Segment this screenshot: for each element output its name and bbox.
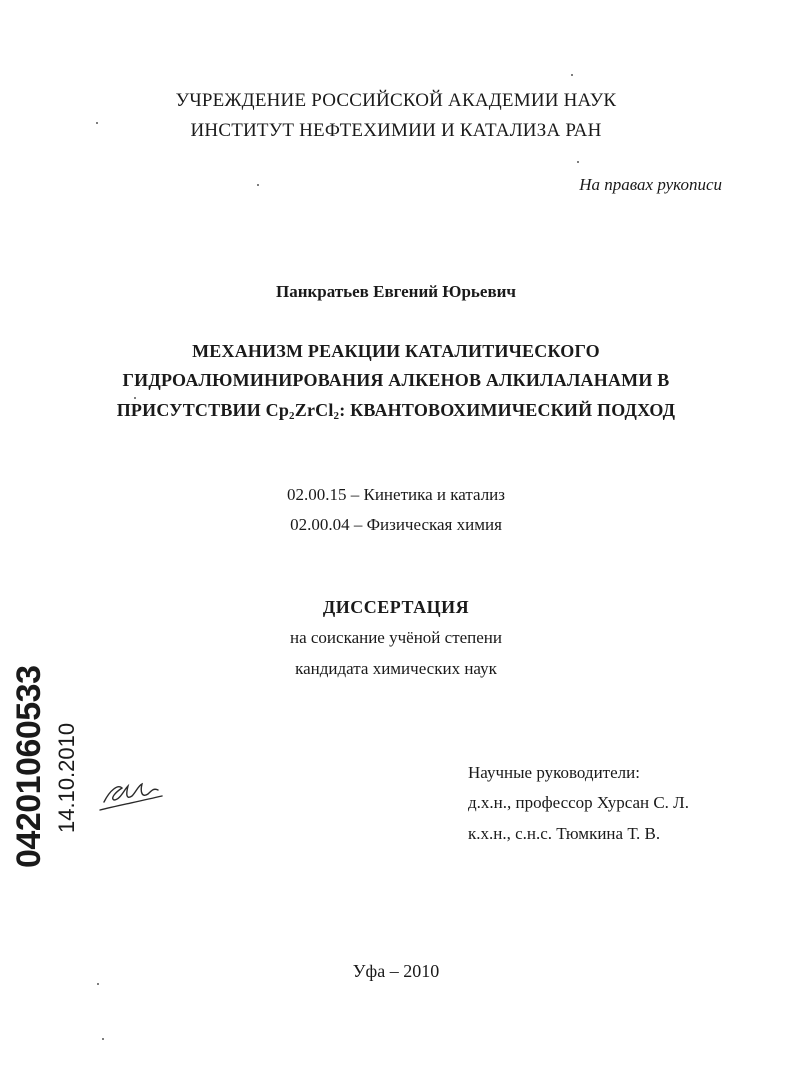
rights-note: На правах рукописи bbox=[579, 175, 722, 194]
dissertation-heading: ДИССЕРТАЦИЯ bbox=[322, 597, 470, 617]
handwritten-signature bbox=[96, 770, 166, 818]
supervisor-1: д.х.н., профессор Хурсан С. Л. bbox=[468, 793, 689, 812]
scan-speck bbox=[257, 184, 259, 186]
title-line-2: ГИДРОАЛЮМИНИРОВАНИЯ АЛКЕНОВ АЛКИЛАЛАНАМИ В bbox=[122, 370, 670, 390]
supervisor-2: к.х.н., с.н.с. Тюмкина Т. В. bbox=[468, 824, 661, 843]
degree-line-1: на соискание учёной степени bbox=[289, 628, 503, 647]
scan-speck bbox=[96, 122, 98, 124]
degree-line-2: кандидата химических наук bbox=[295, 659, 497, 678]
institution-line-2: ИНСТИТУТ НЕФТЕХИМИИ И КАТАЛИЗА РАН bbox=[190, 120, 602, 141]
city-year: Уфа – 2010 bbox=[352, 961, 440, 981]
scan-speck bbox=[577, 161, 579, 163]
author-name: Панкратьев Евгений Юрьевич bbox=[275, 282, 517, 301]
institution-line-1: УЧРЕЖДЕНИЕ РОССИЙСКОЙ АКАДЕМИИ НАУК bbox=[175, 90, 617, 111]
specialty-2: 02.00.04 – Физическая химия bbox=[290, 515, 502, 534]
scan-speck bbox=[571, 74, 573, 76]
scan-speck bbox=[97, 983, 99, 985]
title-line-3-prefix: ПРИСУТСТВИИ Cp bbox=[116, 400, 290, 420]
specialty-1: 02.00.15 – Кинетика и катализ bbox=[287, 485, 505, 504]
library-code: 04201060533 bbox=[10, 665, 48, 868]
title-line-3 bbox=[0, 400, 792, 422]
scan-speck bbox=[102, 1038, 104, 1040]
title-line-3-suffix: : КВАНТОВОХИМИЧЕСКИЙ ПОДХОД bbox=[339, 400, 676, 420]
title-line-1: МЕХАНИЗМ РЕАКЦИИ КАТАЛИТИЧЕСКОГО bbox=[192, 341, 600, 361]
title-subscript-1: 2 bbox=[289, 410, 295, 422]
title-line-3-mid: ZrCl bbox=[294, 400, 334, 420]
library-date: 14.10.2010 bbox=[54, 722, 79, 833]
scan-speck bbox=[134, 397, 136, 399]
title-subscript-2: 2 bbox=[333, 410, 340, 422]
supervisors-heading: Научные руководители: bbox=[468, 763, 640, 782]
